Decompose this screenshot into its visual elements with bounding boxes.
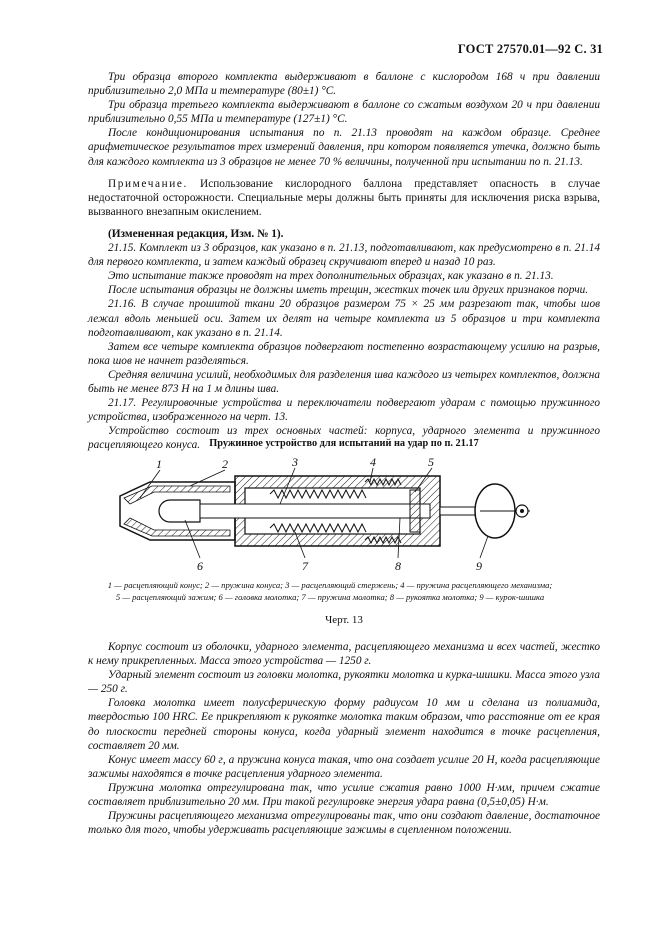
bottom-text-block [88, 640, 600, 837]
paragraph: Пружины расцепляющего механизма отрегулированы так, что они создают давление, достаточное только для того, чтобы удерживать расцепляющие зажимы в сцепленном положении. [88, 810, 600, 837]
part-number-2: 2 [222, 457, 228, 471]
paragraph: Это испытание также проводят на трех дополнительных образцах, как указано в п. 21.13. [108, 270, 554, 283]
note-label: Примечание. [108, 177, 188, 190]
paragraph: Пружина молотка отрегулирована так, что усилие сжатия равно 1000 Н·мм, причем сжатие составляет приблизительно 20 мм. При такой регулировке энергия удара равна (0,5±0,05) Н·м. [88, 781, 600, 809]
paragraph: Устройство состоит из трех основных частей: корпуса, ударного элемента и пружинного расцепляющего конуса. [88, 425, 600, 452]
paragraph: Средняя величина усилий, необходимых для разделения шва каждого из четырех комплектов, должна быть не менее 873 Н на 1 м длины шва. [88, 368, 600, 395]
paragraph: 21.16. В случае прошитой ткани 20 образцов размером 75 × 25 мм разрезают так, чтобы шов лежал вдоль меньшей оси. Затем их делят на четыре комплекта из 5 образцов и три комплекта подготавливают, как указано в п. 21.14. [88, 298, 600, 339]
figure-title: Пружинное устройство для испытаний на удар по п. 21.17 [209, 438, 479, 449]
part-number-9: 9 [476, 559, 482, 573]
figure-legend [30, 580, 630, 603]
hammer-head [159, 500, 200, 522]
paragraph: Конус имеет массу 60 г, а пружина конуса такая, что она создает усилие 20 Н, когда расцепляющие зажимы находятся в точке расцепления ударного элемента. [88, 753, 600, 780]
paragraph: После кондиционирования испытания по п. 21.13 проводят на каждом образце. Среднее арифметическое результатов трех измерений давления, при котором появляется утечка, должно быть для каждого комплекта из 3 образцов не менее 70 % величины, полученной при испытании по п. 21.13. [88, 127, 600, 168]
release-rod [200, 504, 430, 518]
paragraph: 21.15. Комплект из 3 образцов, как указано в п. 21.13, подготавливают, как предусмотрено в п. 21.14 для первого комплекта, и затем каждый образец скручивают вперед и назад 10 раз. [88, 242, 600, 269]
paragraph: Ударный элемент состоит из головки молотка, рукоятки молотка и курка-шишки. Масса этого узла — 250 г. [88, 669, 600, 696]
paragraph: Три образца второго комплекта выдерживают в баллоне с кислородом 168 ч при давлении приблизительно 2,0 МПа и температуре (80±1) °С. [88, 71, 600, 98]
part-number-4: 4 [370, 456, 376, 469]
revision-note: (Измененная редакция, Изм. № 1). [108, 227, 284, 240]
part-number-1: 1 [156, 457, 162, 471]
page-header: ГОСТ 27570.01—92 С. 31 [457, 42, 603, 56]
spring-device-drawing [110, 456, 540, 576]
paragraph: Затем все четыре комплекта образцов подвергают постепенно возрастающему усилию на разрыв, пока шов не начнет разделяться. [88, 340, 600, 367]
release-clamp [410, 490, 420, 532]
part-number-8: 8 [395, 559, 401, 573]
paragraph: Три образца третьего комплекта выдерживают в баллоне со сжатым воздухом 20 ч при давлении приблизительно 0,55 МПа и температуре (127±1) °С. [88, 99, 600, 126]
top-text-block [88, 70, 600, 452]
legend-line: 5 — расцепляющий зажим; 6 — головка молотка; 7 — пружина молотка; 8 — рукоятка молотка; 9 — курок-шишка [115, 591, 545, 602]
part-number-6: 6 [197, 559, 203, 573]
note-text: Использование кислородного баллона представляет опасность в случае недостаточной осторожности. Специальные меры должны быть приняты для исключения риска взрыва, вызванного внезапным окислением. [88, 177, 600, 218]
part-number-7: 7 [302, 559, 308, 573]
legend-line: 1 — расцепляющий конус; 2 — пружина конуса; 3 — расцепляющий стержень; 4 — пружина расцепляющего механизма; [107, 580, 553, 590]
paragraph: 21.17. Регулировочные устройства и переключатели подвергают ударам с помощью пружинного устройства, изображенного на черт. 13. [88, 397, 600, 424]
paragraph: Корпус состоит из оболочки, ударного элемента, расцепляющего механизма и всех частей, жестко к нему прикрепленных. Масса этого устройства — 1250 г. [88, 641, 600, 668]
paragraph: Головка молотка имеет полусферическую форму радиусом 10 мм и сделана из полиамида, твердостью 100 HRC. Ее прикрепляют к рукоятке молотка таким образом, что расстояние от ее края до плоскости передней стороны конуса, когда ударный элемент находится в точке расцепления, составляет 20 мм. [88, 697, 600, 752]
part-number-3: 3 [292, 456, 298, 469]
paragraph: После испытания образцы не должны иметь трещин, жестких точек или других признаков порчи. [108, 284, 589, 297]
figure-label: Черт. 13 [325, 614, 363, 626]
note [88, 177, 600, 219]
part-number-5: 5 [428, 456, 434, 469]
